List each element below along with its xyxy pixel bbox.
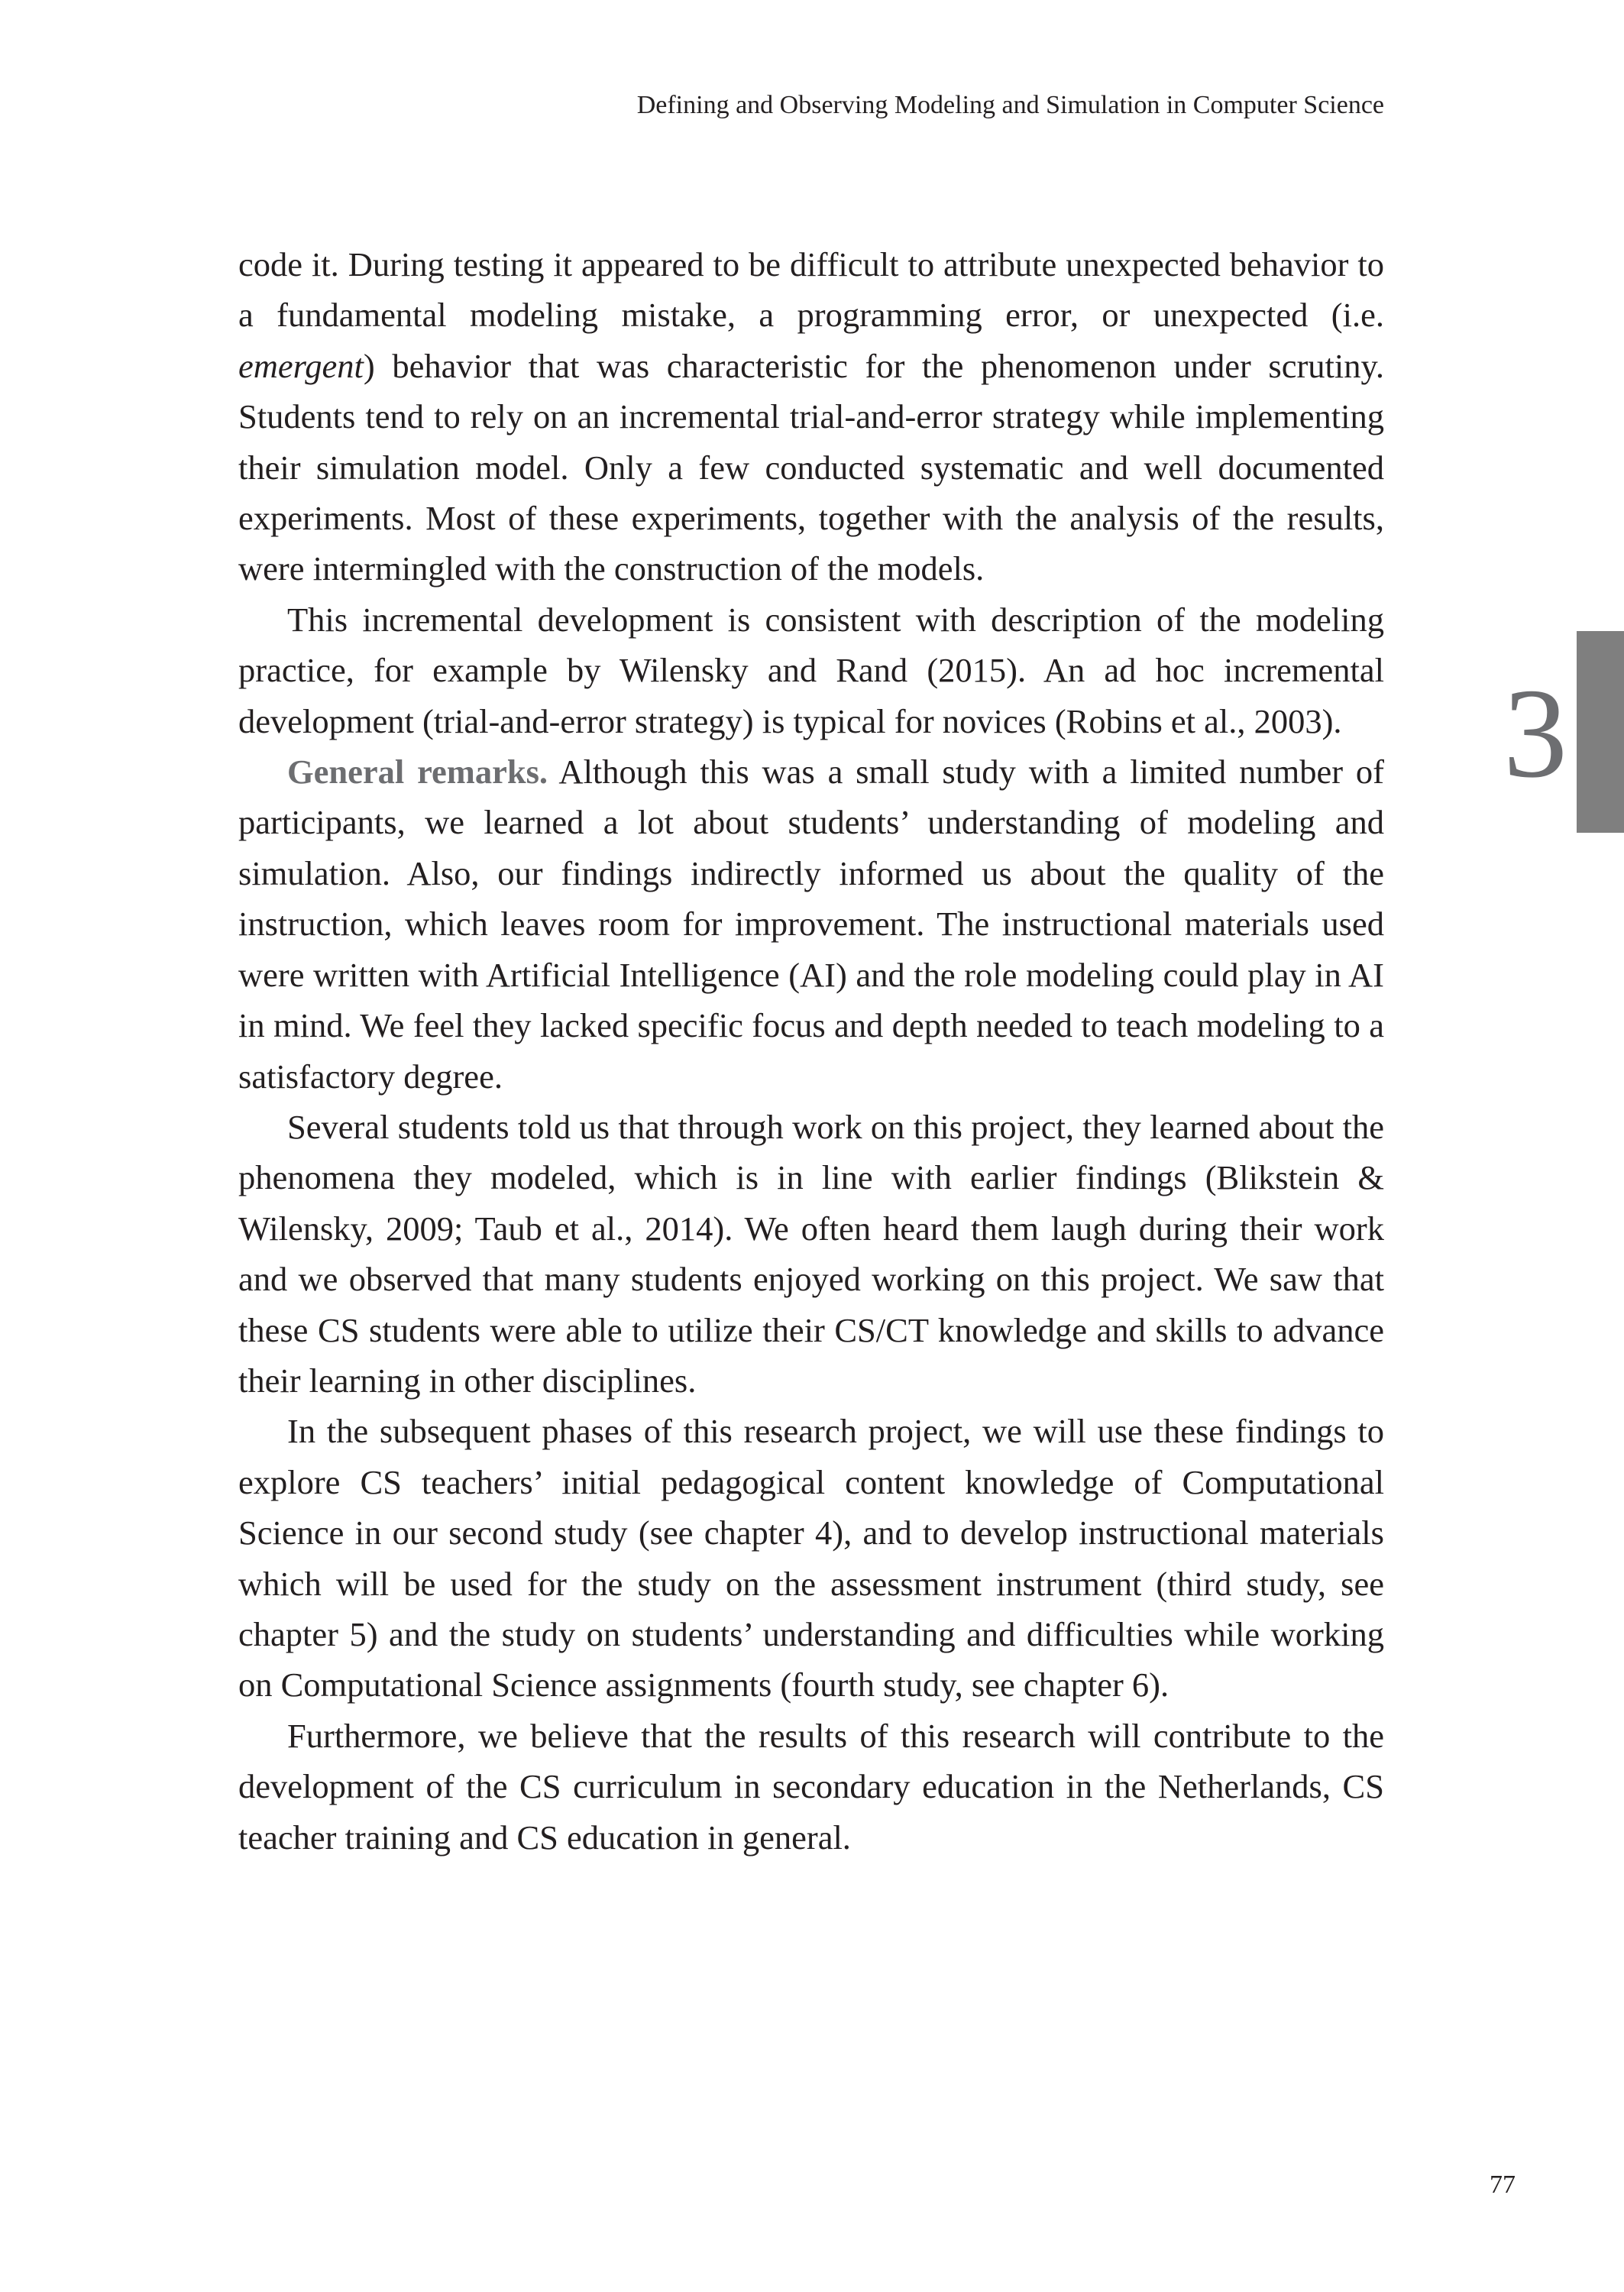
emphasis-emergent: emergent: [238, 346, 364, 385]
chapter-number: 3: [1503, 662, 1567, 804]
run-in-heading-general-remarks: General remarks.: [287, 753, 548, 792]
paragraph-1: [238, 239, 1384, 594]
running-header: Defining and Observing Modeling and Simulation in Computer Science: [636, 91, 1384, 119]
paragraph-5: In the subsequent phases of this research project, we will use these findings to explore CS teachers’ initial pedagogical content knowledge of Computational Science in our second study (see chapter 4), and to develop instructional materials which will be used for the study on the assessment instrument (third study, see chapter 5) and the study on students’ understanding and difficulties while working on Computational Science assignments (fourth study, see chapter 6).: [238, 1412, 1384, 1704]
paragraph-3: [238, 746, 1384, 1102]
paragraph-1-text-b: ) behavior that was characteristic for the phenomenon under scrutiny. Students tend to rely on an incremental trial-and-error strategy while implementing their simulation model. Only a few conducted systematic and well documented experiments. Most of these experiments, together with the analysis of the results, were intermingled with the construction of the models.: [238, 346, 1384, 588]
paragraph-1-text-a: code it. During testing it appeared to be difficult to attribute unexpected behavior to a fundamental modeling mistake, a programming error, or unexpected (i.e.: [238, 245, 1384, 335]
paragraph-3-text: Although this was a small study with a limited number of participants, we learned a lot about students’ understanding of modeling and simulation. Also, our findings indirectly informed us about the quality of the instruction, which leaves room for improvement. The instructional materials used were written with Artificial Intelligence (AI) and the role modeling could play in AI in mind. We feel they lacked specific focus and depth needed to teach modeling to a satisfactory degree.: [238, 753, 1384, 1096]
body-text: [238, 239, 1384, 1863]
chapter-thumb-tab: [1577, 631, 1624, 833]
page-number: 77: [1490, 2171, 1516, 2199]
paragraph-6: Furthermore, we believe that the results of this research will contribute to the development of the CS curriculum in secondary education in the Netherlands, CS teacher training and CS education in general.: [238, 1716, 1384, 1857]
paragraph-2: This incremental development is consistent with description of the modeling practice, for example by Wilensky and Rand (2015). An ad hoc incremental development (trial-and-error strategy) is typical for novices (Robins et al., 2003).: [238, 600, 1384, 740]
paragraph-4: Several students told us that through work on this project, they learned about the phenomena they modeled, which is in line with earlier findings (Blikstein & Wilensky, 2009; Taub et al., 2014). We often heard them laugh during their work and we observed that many students enjoyed working on this project. We saw that these CS students were able to utilize their CS/CT knowledge and skills to advance their learning in other disciplines.: [238, 1107, 1384, 1400]
